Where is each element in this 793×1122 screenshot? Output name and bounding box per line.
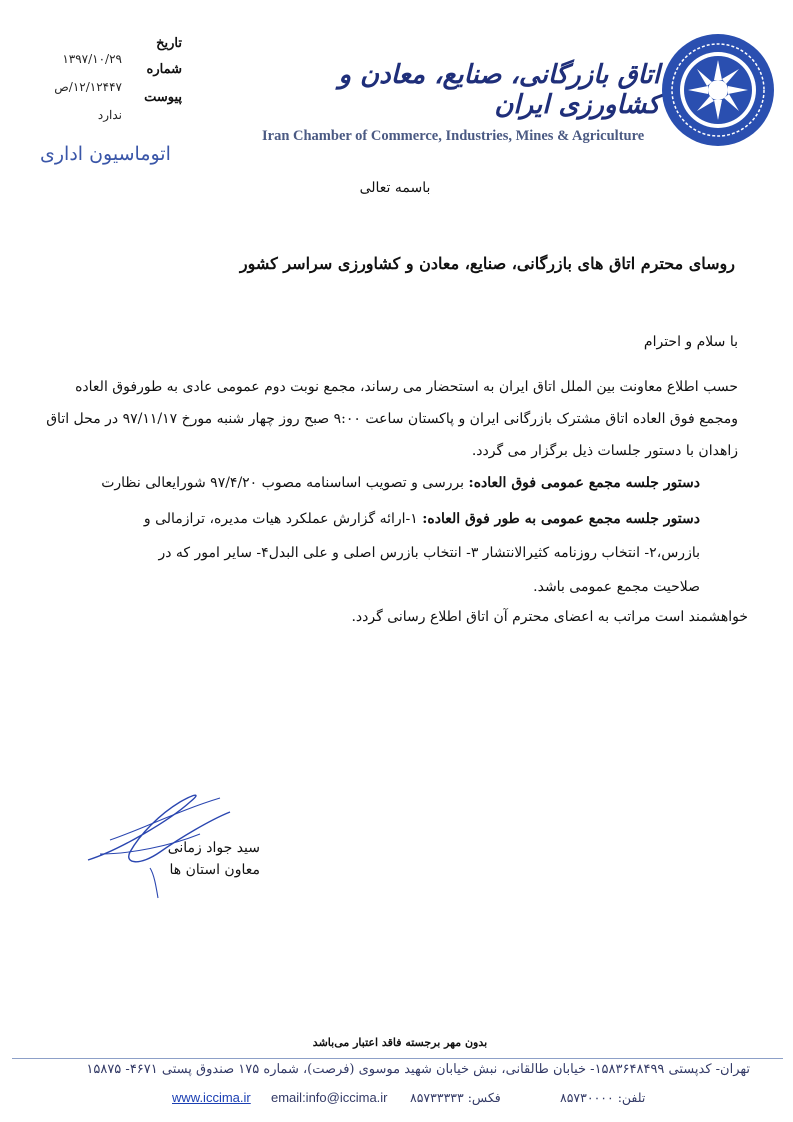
email-address: email:info@iccima.ir	[271, 1090, 388, 1105]
footer-divider	[12, 1058, 783, 1059]
date-label: تاریخ	[156, 36, 182, 51]
agenda-item-1-text: بررسی و تصویب اساسنامه مصوب ۹۷/۴/۲۰ شورایعالی نظارت	[101, 475, 469, 491]
body-line-2: ومجمع فوق العاده اتاق مشترک بازرگانی ایران و پاکستان ساعت ۹:۰۰ صبح روز چهار شنبه مورخ ۹۷/۱۱/۱۷ در محل اتاق	[46, 411, 738, 427]
greeting: با سلام و احترام	[643, 334, 738, 350]
agenda-item-2-line-3: صلاحیت مجمع عمومی باشد.	[533, 579, 700, 595]
agenda-item-1	[100, 468, 700, 498]
invocation: باسمه تعالی	[359, 180, 431, 196]
agenda-item-1-label: دستور جلسه مجمع عمومی فوق العاده:	[468, 475, 700, 491]
recipient-heading: روسای محترم اتاق های بازرگانی، صنایع، معادن و کشاورزی سراسر کشور	[239, 254, 735, 273]
number-value: ۱۲/۱۲۴۴۷/ص	[54, 80, 122, 94]
footer-address: تهران- کدپستی ۱۵۸۳۶۴۸۴۹۹- خیابان طالقانی، نبش خیابان شهید موسوی (فرصت)، شماره ۱۷۵ صندوق پستی ۴۶۷۱- ۱۵۸۷۵	[86, 1062, 750, 1077]
letter-meta	[40, 36, 190, 136]
agenda-item-2	[100, 504, 700, 534]
office-automation-label: اتوماسیون اداری	[40, 143, 171, 165]
body-line-1: حسب اطلاع معاونت بین الملل اتاق ایران به استحضار می رساند، مجمع نوبت دوم عمومی عادی به طورفوق العاده	[75, 379, 738, 395]
phone-number: تلفن: ۸۵۷۳۰۰۰۰	[560, 1090, 646, 1105]
org-name-english: Iran Chamber of Commerce, Industries, Mines & Agriculture	[262, 128, 645, 144]
signer-name: سید جواد زمانی	[167, 840, 260, 856]
footer-contact-row	[40, 1090, 750, 1112]
attachment-value: ندارد	[97, 108, 122, 122]
website-link[interactable]: www.iccima.ir	[172, 1090, 251, 1105]
date-value: ۱۳۹۷/۱۰/۲۹	[62, 52, 122, 66]
agenda-item-2-label: دستور جلسه مجمع عمومی به طور فوق العاده:	[422, 511, 700, 527]
seal-validity-note: بدون مهر برجسته فاقد اعتبار می‌باشد	[312, 1036, 488, 1049]
body-line-3: زاهدان با دستور جلسات ذیل برگزار می گردد.	[471, 443, 738, 459]
agenda-item-2-text: ۱-ارائه گزارش عملکرد هیات مدیره، ترازمالی و	[143, 511, 423, 527]
iccima-logo-icon	[660, 32, 776, 148]
number-label: شماره	[146, 62, 182, 77]
signer-title: معاون استان ها	[169, 862, 260, 878]
agenda-item-2-line-2: بازرس،۲- انتخاب روزنامه کثیرالانتشار ۳- انتخاب بازرس اصلی و علی البدل۴- سایر امور که در	[158, 545, 700, 561]
fax-number: فکس: ۸۵۷۳۳۳۳۳	[410, 1090, 501, 1105]
attachment-label: پیوست	[144, 90, 182, 105]
closing-line: خواهشمند است مراتب به اعضای محترم آن اتاق اطلاع رسانی گردد.	[351, 609, 748, 625]
org-name-persian: اتاق بازرگانی، صنایع، معادن و کشاورزی ایران	[338, 60, 660, 120]
